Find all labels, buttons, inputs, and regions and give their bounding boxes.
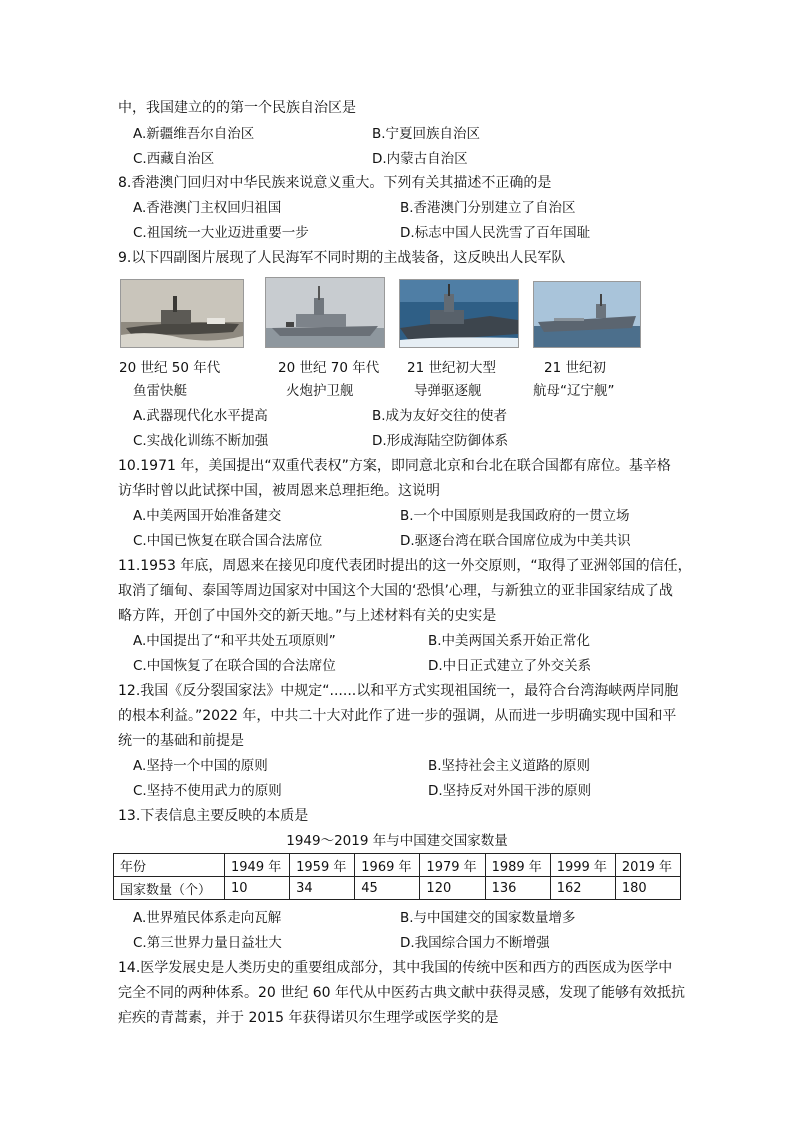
q8-option-d: D.标志中国人民洗雪了百年国耻: [400, 225, 591, 241]
q11-option-c: C.中国恢复了在联合国的合法席位: [133, 658, 336, 674]
q7-option-a: A.新疆维吾尔自治区: [133, 126, 255, 142]
q11-stem-line3: 略方阵，开创了中国外交的新天地。”与上述材料有关的史实是: [118, 608, 497, 624]
q7-stem: 中，我国建立的的第一个民族自治区是: [118, 100, 356, 116]
q11-stem-line2: 取消了缅甸、泰国等周边国家对中国这个大国的‘恐惧’心理，与新独立的亚非国家结成了战: [118, 583, 673, 599]
table-header-label: 年份: [114, 854, 225, 877]
table-row: [114, 877, 681, 900]
table-cell-count: 180: [615, 877, 680, 900]
table-cell-year: 1979 年: [420, 854, 485, 877]
table-cell-year: 1959 年: [290, 854, 355, 877]
q12-stem-line2: 的根本利益。”2022 年，中共二十大对此作了进一步的强调，从而进一步明确实现中国和平: [118, 708, 677, 724]
table-cell-year: 2019 年: [615, 854, 680, 877]
q14-stem-line3: 疟疾的青蒿素，并于 2015 年获得诺贝尔生理学或医学奖的是: [118, 1010, 499, 1026]
table-cell-year: 1989 年: [485, 854, 550, 877]
q9-stem: 9.以下四副图片展现了人民海军不同时期的主战装备，这反映出人民军队: [118, 250, 566, 266]
q9-image4-era: 21 世纪初: [544, 360, 606, 376]
q8-option-c: C.祖国统一大业迈进重要一步: [133, 225, 309, 241]
q9-image2-name: 火炮护卫舰: [286, 383, 354, 399]
frigate-photo: [265, 277, 385, 348]
torpedo-boat-photo: [120, 279, 244, 348]
q12-option-d: D.坚持反对外国干涉的原则: [428, 783, 592, 799]
q13-table: [113, 853, 681, 900]
q11-option-a: A.中国提出了“和平共处五项原则”: [133, 633, 336, 649]
q10-stem-line1: 10.1971 年，美国提出“双重代表权”方案，即同意北京和台北在联合国都有席位。基辛格: [118, 458, 671, 474]
table-cell-count: 45: [355, 877, 420, 900]
q9-option-a: A.武器现代化水平提高: [133, 408, 268, 424]
q9-image3-name: 导弹驱逐舰: [414, 383, 482, 399]
q13-option-a: A.世界殖民体系走向瓦解: [133, 910, 282, 926]
q9-image1-era: 20 世纪 50 年代: [119, 360, 221, 376]
q12-stem-line1: 12.我国《反分裂国家法》中规定“......以和平方式实现祖国统一，最符合台湾海峡两岸同胞: [118, 683, 679, 699]
aircraft-carrier-photo: [533, 281, 641, 348]
q10-stem-line2: 访华时曾以此试探中国，被周恩来总理拒绝。这说明: [118, 483, 440, 499]
table-cell-count: 120: [420, 877, 485, 900]
q10-option-b: B.一个中国原则是我国政府的一贯立场: [400, 508, 630, 524]
q13-table-title: 1949～2019 年与中国建交国家数量: [286, 833, 508, 849]
q12-stem-line3: 统一的基础和前提是: [118, 733, 244, 749]
table-cell-count: 10: [225, 877, 290, 900]
destroyer-photo: [399, 279, 519, 348]
table-row: [114, 854, 681, 877]
q9-image2-era: 20 世纪 70 年代: [278, 360, 380, 376]
table-cell-count: 34: [290, 877, 355, 900]
q9-option-d: D.形成海陆空防御体系: [372, 433, 509, 449]
q9-image3-era: 21 世纪初大型: [407, 360, 496, 376]
q11-option-d: D.中日正式建立了外交关系: [428, 658, 592, 674]
q12-option-b: B.坚持社会主义道路的原则: [428, 758, 591, 774]
q7-option-c: C.西藏自治区: [133, 151, 215, 167]
q9-option-b: B.成为友好交往的使者: [372, 408, 508, 424]
q12-option-c: C.坚持不使用武力的原则: [133, 783, 282, 799]
q8-option-a: A.香港澳门主权回归祖国: [133, 200, 282, 216]
q7-option-d: D.内蒙古自治区: [372, 151, 468, 167]
q13-option-c: C.第三世界力量日益壮大: [133, 935, 282, 951]
q9-image1-name: 鱼雷快艇: [133, 383, 187, 399]
q11-option-b: B.中美两国关系开始正常化: [428, 633, 591, 649]
table-row-label: 国家数量（个）: [114, 877, 225, 900]
q10-option-c: C.中国已恢复在联合国合法席位: [133, 533, 323, 549]
q14-stem-line1: 14.医学发展史是人类历史的重要组成部分，其中我国的传统中医和西方的西医成为医学中: [118, 960, 673, 976]
q12-option-a: A.坚持一个中国的原则: [133, 758, 268, 774]
q10-option-d: D.驱逐台湾在联合国席位成为中美共识: [400, 533, 631, 549]
q8-stem: 8.香港澳门回归对中华民族来说意义重大。下列有关其描述不正确的是: [118, 175, 552, 191]
table-cell-count: 162: [550, 877, 615, 900]
q11-stem-line1: 11.1953 年底，周恩来在接见印度代表团时提出的这一外交原则，“取得了亚洲邻国的信任，: [118, 558, 692, 574]
q10-option-a: A.中美两国开始准备建交: [133, 508, 282, 524]
table-cell-year: 1999 年: [550, 854, 615, 877]
q13-option-d: D.我国综合国力不断增强: [400, 935, 550, 951]
q13-option-b: B.与中国建交的国家数量增多: [400, 910, 576, 926]
q9-option-c: C.实战化训练不断加强: [133, 433, 269, 449]
table-cell-count: 136: [485, 877, 550, 900]
q13-stem: 13.下表信息主要反映的本质是: [118, 808, 309, 824]
q9-image4-name: 航母“辽宁舰”: [533, 383, 615, 399]
q8-option-b: B.香港澳门分别建立了自治区: [400, 200, 576, 216]
table-cell-year: 1969 年: [355, 854, 420, 877]
q14-stem-line2: 完全不同的两种体系。20 世纪 60 年代从中医药古典文献中获得灵感，发现了能够有效抵抗: [118, 985, 685, 1001]
q7-option-b: B.宁夏回族自治区: [372, 126, 481, 142]
table-cell-year: 1949 年: [225, 854, 290, 877]
